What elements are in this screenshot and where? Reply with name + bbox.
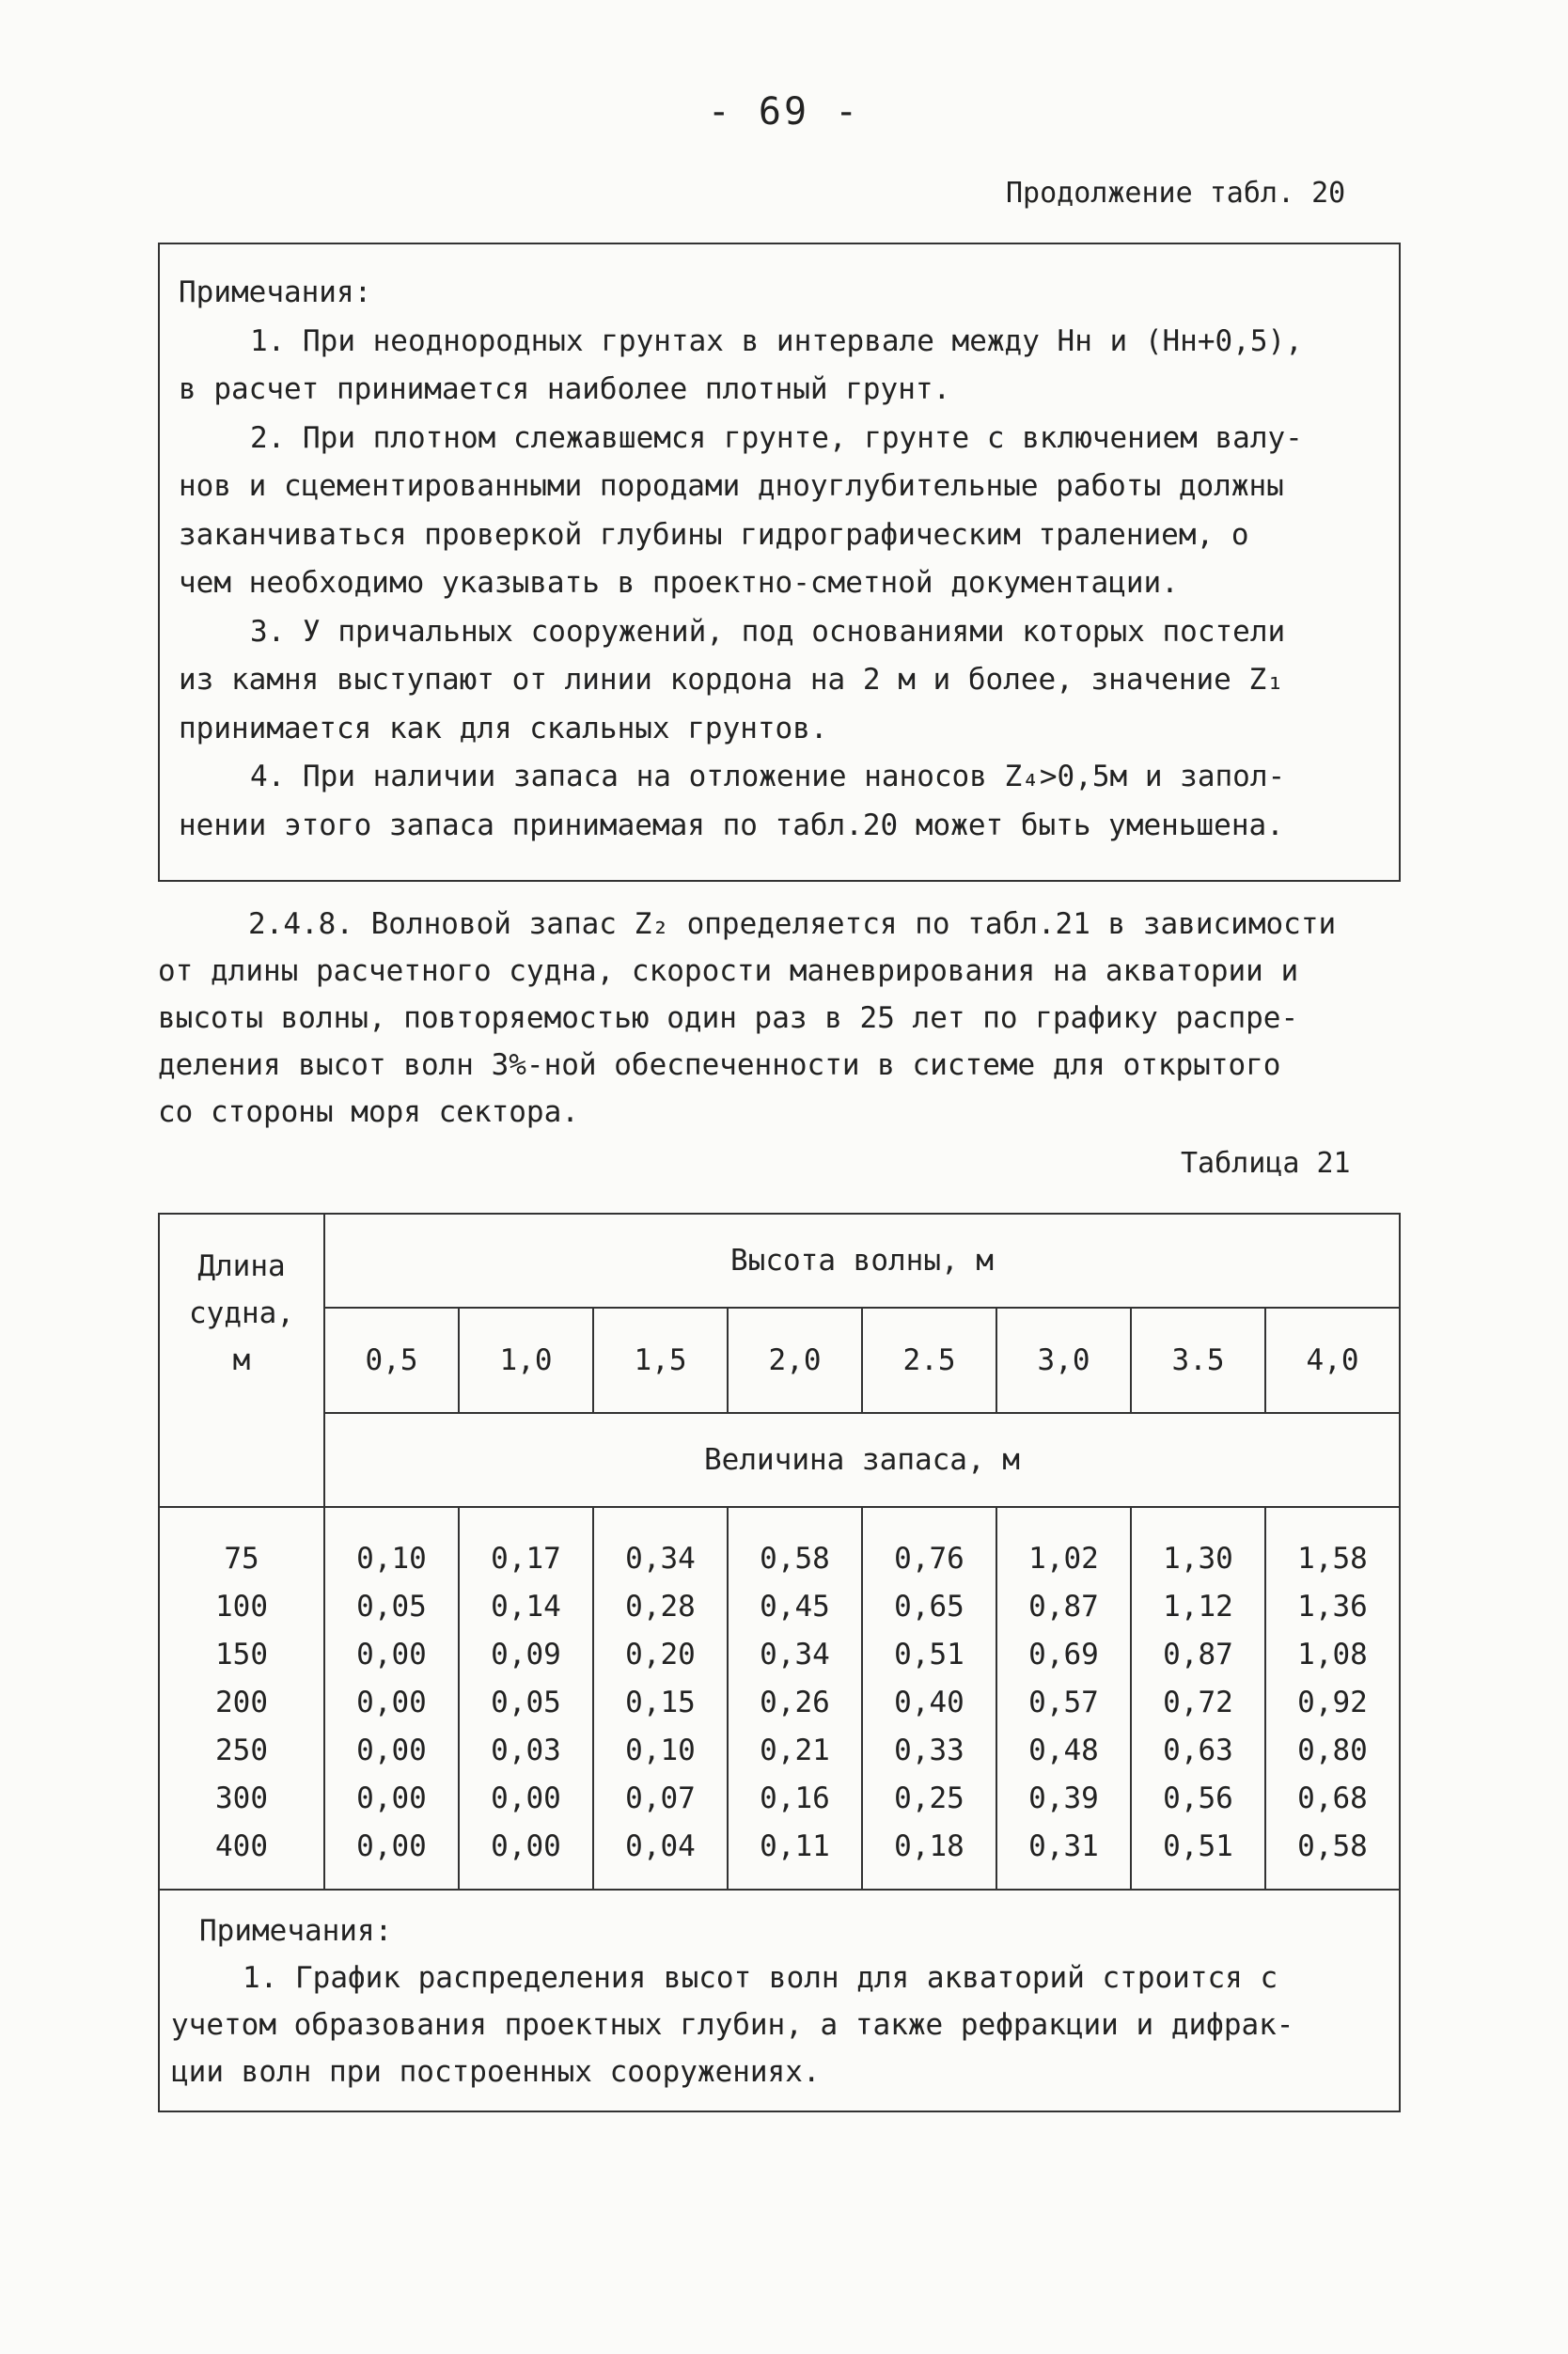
note-line: чем необходимо указывать в проектно-сметной документации. bbox=[179, 566, 1179, 600]
reserve-value-cell: 0,15 bbox=[593, 1678, 728, 1726]
reserve-value-cell: 1,12 bbox=[1131, 1582, 1265, 1630]
reserve-value-cell: 0,14 bbox=[459, 1582, 593, 1630]
note-line: 4. При наличии запаса на отложение наносов Z₄>0,5м и запол- bbox=[250, 760, 1286, 793]
reserve-value-cell: 0,58 bbox=[1265, 1822, 1400, 1890]
reserve-value-cell: 0,00 bbox=[324, 1726, 459, 1774]
reserve-value-cell: 0,04 bbox=[593, 1822, 728, 1890]
reserve-value-cell: 0,33 bbox=[862, 1726, 996, 1774]
ship-length-cell: 250 bbox=[159, 1726, 324, 1774]
reserve-value-cell: 0,28 bbox=[593, 1582, 728, 1630]
table-note-line: учетом образования проектных глубин, а также рефракции и дифрак- bbox=[171, 2008, 1294, 2042]
reserve-value-cell: 0,87 bbox=[996, 1582, 1131, 1630]
ship-length-header bbox=[159, 1214, 324, 1507]
reserve-value-cell: 0,69 bbox=[996, 1630, 1131, 1678]
reserve-value-cell: 0,10 bbox=[593, 1726, 728, 1774]
paragraph-line: от длины расчетного судна, скорости маневрирования на акватории и bbox=[158, 954, 1299, 988]
reserve-value-cell: 0,09 bbox=[459, 1630, 593, 1678]
table-note-line: 1. График распределения высот волн для акваторий строится с bbox=[243, 1961, 1278, 1995]
note-line: в расчет принимается наиболее плотный грунт. bbox=[179, 372, 951, 406]
table-note-line: ции волн при построенных сооружениях. bbox=[171, 2055, 821, 2089]
section-paragraph bbox=[158, 901, 1408, 1136]
reserve-value-cell: 0,25 bbox=[862, 1774, 996, 1822]
wave-height-cell: 4,0 bbox=[1265, 1308, 1400, 1413]
wave-height-cell: 3.5 bbox=[1131, 1308, 1265, 1413]
reserve-value-cell: 0,57 bbox=[996, 1678, 1131, 1726]
paragraph-line: 2.4.8. Волновой запас Z₂ определяется по табл.21 в зависимости bbox=[248, 907, 1337, 941]
paragraph-line: деления высот волн 3%-ной обеспеченности в системе для открытого bbox=[158, 1048, 1281, 1082]
table-continuation-label: Продолжение табл. 20 bbox=[1006, 177, 1346, 210]
reserve-value-cell: 0,56 bbox=[1131, 1774, 1265, 1822]
header-line: Длина bbox=[197, 1249, 286, 1283]
ship-length-cell: 75 bbox=[159, 1507, 324, 1582]
header-line: м bbox=[232, 1343, 251, 1377]
note-line: заканчиваться проверкой глубины гидрографическим тралением, о bbox=[179, 517, 1249, 552]
wave-height-cell: 3,0 bbox=[996, 1308, 1131, 1413]
page-number: - 69 - bbox=[707, 90, 861, 133]
ship-length-cell: 200 bbox=[159, 1678, 324, 1726]
header-line: судна, bbox=[189, 1296, 294, 1330]
reserve-value-cell: 0,63 bbox=[1131, 1726, 1265, 1774]
reserve-value-cell: 0,65 bbox=[862, 1582, 996, 1630]
note-line: нении этого запаса принимаемая по табл.20 может быть уменьшена. bbox=[179, 808, 1284, 842]
wave-height-cell: 1,0 bbox=[459, 1308, 593, 1413]
table-notes bbox=[159, 1890, 1400, 2111]
note-line: принимается как для скальных грунтов. bbox=[179, 711, 828, 745]
reserve-value-cell: 1,58 bbox=[1265, 1507, 1400, 1582]
table-row bbox=[159, 1822, 1400, 1890]
table-row bbox=[159, 1774, 1400, 1822]
ship-length-cell: 100 bbox=[159, 1582, 324, 1630]
wave-height-cell: 0,5 bbox=[324, 1308, 459, 1413]
reserve-value-cell: 0,11 bbox=[728, 1822, 862, 1890]
reserve-header: Величина запаса, м bbox=[324, 1413, 1400, 1507]
reserve-value-cell: 0,51 bbox=[862, 1630, 996, 1678]
reserve-value-cell: 0,00 bbox=[324, 1678, 459, 1726]
reserve-value-cell: 0,68 bbox=[1265, 1774, 1400, 1822]
reserve-value-cell: 0,31 bbox=[996, 1822, 1131, 1890]
reserve-value-cell: 0,21 bbox=[728, 1726, 862, 1774]
notes-box bbox=[158, 243, 1401, 882]
reserve-value-cell: 0,16 bbox=[728, 1774, 862, 1822]
table-caption: Таблица 21 bbox=[1181, 1147, 1351, 1180]
reserve-value-cell: 0,03 bbox=[459, 1726, 593, 1774]
ship-length-cell: 150 bbox=[159, 1630, 324, 1678]
reserve-value-cell: 1,02 bbox=[996, 1507, 1131, 1582]
reserve-value-cell: 0,00 bbox=[459, 1822, 593, 1890]
reserve-value-cell: 0,07 bbox=[593, 1774, 728, 1822]
reserve-value-cell: 0,51 bbox=[1131, 1822, 1265, 1890]
wave-height-cell: 1,5 bbox=[593, 1308, 728, 1413]
reserve-value-cell: 0,72 bbox=[1131, 1678, 1265, 1726]
wave-height-values-row bbox=[159, 1308, 1400, 1413]
table-row bbox=[159, 1630, 1400, 1678]
reserve-value-cell: 0,76 bbox=[862, 1507, 996, 1582]
wave-reserve-table bbox=[158, 1213, 1401, 2112]
reserve-value-cell: 0,00 bbox=[324, 1630, 459, 1678]
ship-length-cell: 300 bbox=[159, 1774, 324, 1822]
table-body bbox=[159, 1507, 1400, 1890]
reserve-value-cell: 0,00 bbox=[324, 1822, 459, 1890]
reserve-value-cell: 0,17 bbox=[459, 1507, 593, 1582]
paragraph-line: со стороны моря сектора. bbox=[158, 1095, 579, 1129]
table-row bbox=[159, 1726, 1400, 1774]
notes-title: Примечания: bbox=[179, 275, 372, 309]
reserve-value-cell: 0,48 bbox=[996, 1726, 1131, 1774]
reserve-value-cell: 0,10 bbox=[324, 1507, 459, 1582]
reserve-value-cell: 0,34 bbox=[728, 1630, 862, 1678]
reserve-value-cell: 0,87 bbox=[1131, 1630, 1265, 1678]
wave-height-cell: 2.5 bbox=[862, 1308, 996, 1413]
note-line: 2. При плотном слежавшемся грунте, грунте с включением валу- bbox=[250, 420, 1303, 455]
wave-height-cell: 2,0 bbox=[728, 1308, 862, 1413]
reserve-value-cell: 0,18 bbox=[862, 1822, 996, 1890]
reserve-value-cell: 1,36 bbox=[1265, 1582, 1400, 1630]
reserve-value-cell: 0,34 bbox=[593, 1507, 728, 1582]
reserve-value-cell: 1,30 bbox=[1131, 1507, 1265, 1582]
reserve-value-cell: 0,39 bbox=[996, 1774, 1131, 1822]
reserve-value-cell: 0,05 bbox=[324, 1582, 459, 1630]
table-row bbox=[159, 1507, 1400, 1582]
reserve-value-cell: 0,00 bbox=[324, 1774, 459, 1822]
table-notes-title: Примечания: bbox=[199, 1914, 393, 1948]
note-line: из камня выступают от линии кордона на 2 м и более, значение Z₁ bbox=[179, 663, 1284, 697]
reserve-value-cell: 0,92 bbox=[1265, 1678, 1400, 1726]
wave-height-header: Высота волны, м bbox=[324, 1214, 1400, 1308]
note-line: нов и сцементированными породами дноуглубительные работы должны bbox=[179, 469, 1284, 503]
note-line: 3. У причальных сооружений, под основаниями которых постели bbox=[250, 614, 1286, 649]
paragraph-line: высоты волны, повторяемостью один раз в 25 лет по графику распре- bbox=[158, 1001, 1299, 1035]
ship-length-cell: 400 bbox=[159, 1822, 324, 1890]
note-line: 1. При неоднородных грунтах в интервале между Hн и (Hн+0,5), bbox=[250, 323, 1303, 358]
reserve-value-cell: 0,80 bbox=[1265, 1726, 1400, 1774]
reserve-value-cell: 0,26 bbox=[728, 1678, 862, 1726]
reserve-value-cell: 0,00 bbox=[459, 1774, 593, 1822]
reserve-value-cell: 0,40 bbox=[862, 1678, 996, 1726]
reserve-value-cell: 0,05 bbox=[459, 1678, 593, 1726]
reserve-value-cell: 0,20 bbox=[593, 1630, 728, 1678]
reserve-value-cell: 0,45 bbox=[728, 1582, 862, 1630]
reserve-value-cell: 1,08 bbox=[1265, 1630, 1400, 1678]
table-row bbox=[159, 1582, 1400, 1630]
table-row bbox=[159, 1678, 1400, 1726]
reserve-value-cell: 0,58 bbox=[728, 1507, 862, 1582]
